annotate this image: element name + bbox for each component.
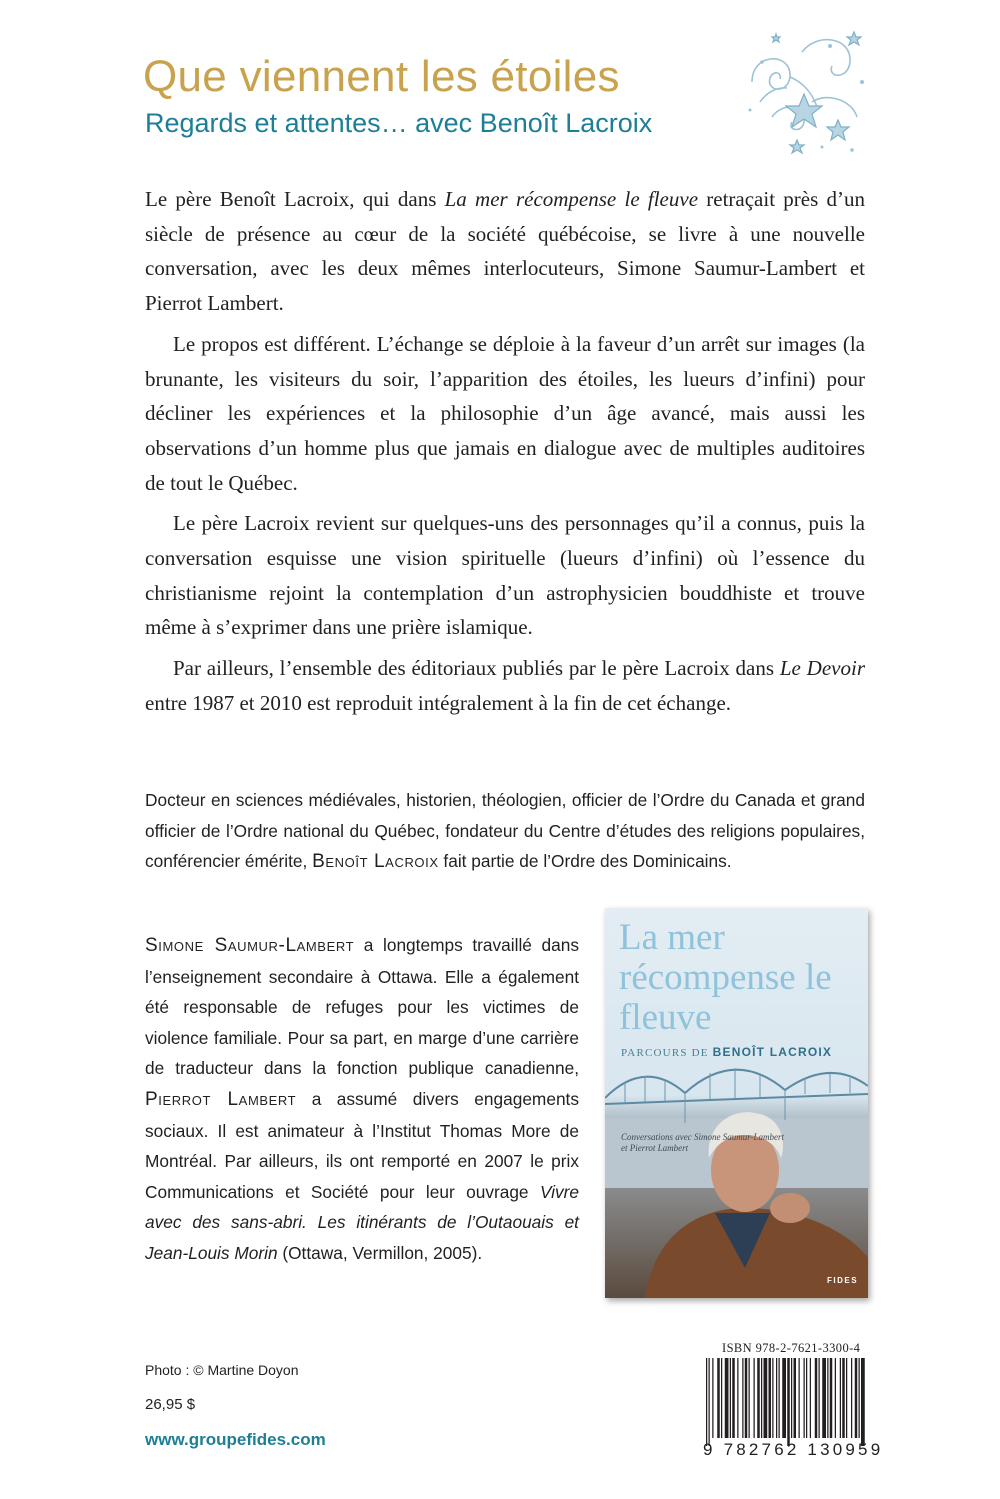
barcode-bar xyxy=(804,1358,805,1438)
barcode-bar xyxy=(835,1358,836,1438)
barcode-bar xyxy=(712,1358,713,1438)
barcode-bar xyxy=(730,1358,731,1438)
barcode-bar xyxy=(810,1358,811,1438)
cover-publisher: FIDES xyxy=(827,1276,859,1285)
barcode-bar xyxy=(819,1358,820,1438)
award-book-title: Vivre avec des sans-abri. Les itinérants de l’Outaouais et Jean-Louis Morin xyxy=(145,1181,579,1263)
barcode-bar xyxy=(742,1358,743,1438)
barcode-bar xyxy=(855,1358,858,1438)
book-title: Que viennent les étoiles xyxy=(143,52,620,101)
description-paragraph-3: Le père Lacroix revient sur quelques-uns des personnages qu’il a connus, puis la conversation esquisse une vision spirituelle (lueurs d’infini) où l’essence du christianisme rejoint la contemplation d’un astrophysicien bouddhiste et trouve même à s’exprimer dans une prière islamique. xyxy=(145,511,865,640)
cover-subtitle: PARCOURS DE BENOÎT LACROIX xyxy=(621,1045,833,1059)
barcode-bar xyxy=(794,1358,797,1438)
barcode-bar xyxy=(815,1358,818,1438)
barcode-bar xyxy=(706,1358,707,1446)
interlocutors-bio: Simone Saumur-Lambert a longtemps travaillé dans l’enseignement secondaire à Ottawa. Elle a également été responsable de refuges pour les victimes de violence familiale. Pour sa part, en marge d’une carrière de traducteur dans la fonction publique canadienne, Pierrot Lambert a assumé divers engagements sociaux. Il est animateur à l’Institut Thomas More de Montréal. Par ailleurs, ils ont remporté en 2007 le prix Communications et Société pour leur ouvrage Vivre avec des sans-abri. Les itinérants de l’Outaouais et Jean-Louis Morin (Ottawa, Vermillon, 2005). xyxy=(145,935,579,1263)
previous-book-cover xyxy=(605,908,868,1298)
newspaper-reference: Le Devoir xyxy=(779,656,865,681)
barcode-bar xyxy=(732,1358,735,1438)
barcode-bar xyxy=(772,1358,773,1438)
barcode-bar xyxy=(779,1358,780,1438)
barcode-bar xyxy=(806,1358,807,1438)
barcode-bar xyxy=(749,1358,750,1438)
description xyxy=(145,182,865,727)
barcode-bar xyxy=(846,1358,847,1438)
stars-ornament-icon xyxy=(742,22,872,162)
author-bio: Docteur en sciences médiévales, historien, théologien, officier de l’Ordre du Canada et grand officier de l’Ordre national du Québec, fondateur du Centre d’études des religions populaires, conférencier émérite, Benoît Lacroix fait partie de l’Ordre des Dominicains. xyxy=(145,790,865,872)
barcode-bar xyxy=(799,1358,800,1438)
barcode-bar xyxy=(842,1358,845,1438)
barcode-bar xyxy=(782,1358,786,1438)
barcode-bar xyxy=(830,1358,833,1438)
description-paragraph-4: Par ailleurs, l’ensemble des éditoriaux publiés par le père Lacroix dans Le Devoir entre 1987 et 2010 est reproduit intégralement à la fin de cet échange. xyxy=(145,656,865,715)
publisher-website[interactable]: www.groupefides.com xyxy=(145,1430,326,1449)
barcode-bar xyxy=(822,1358,826,1438)
cover-title: La mer récompense le fleuve xyxy=(619,917,832,1038)
isbn: ISBN 978-2-7621-3300-4 xyxy=(722,1341,861,1355)
author-name: Benoît Lacroix xyxy=(312,851,439,872)
book-reference: La mer récompense le fleuve xyxy=(444,187,699,211)
barcode-bar xyxy=(827,1358,828,1438)
barcode-bar xyxy=(769,1358,772,1438)
barcode-bar xyxy=(791,1358,792,1438)
barcode-bar xyxy=(717,1358,720,1438)
interlocutor-name-2: Pierrot Lambert xyxy=(145,1088,297,1110)
description-paragraph-2: Le propos est différent. L’échange se déploie à la faveur d’un arrêt sur images (la brunante, les visiteurs du soir, l’apparition des étoiles, les lueurs d’infini) pour décliner les expériences et la philosophie d’un âge avancé, mais aussi les observations d’un homme plus que jamais en dialogue avec de multiples auditoires de tout le Québec. xyxy=(145,331,865,495)
barcode-bar xyxy=(757,1358,760,1438)
cover-conversations: Conversations avec Simone Saumur-Lambert et Pierrot Lambert xyxy=(621,1132,785,1153)
barcode-bar xyxy=(725,1358,729,1438)
barcode-bar xyxy=(761,1358,762,1438)
barcode-digits: 9 782762 130959 xyxy=(703,1440,884,1459)
barcode-icon xyxy=(700,1358,870,1446)
barcode-bar xyxy=(851,1358,852,1438)
barcode-bar xyxy=(754,1358,755,1438)
barcode-bar xyxy=(859,1358,860,1438)
barcode-bar xyxy=(840,1358,841,1438)
barcode-bar xyxy=(861,1358,865,1446)
barcode-bar xyxy=(709,1358,710,1446)
barcode-bar xyxy=(737,1358,738,1438)
barcode-bar xyxy=(764,1358,768,1438)
interlocutor-name-1: Simone Saumur-Lambert xyxy=(145,935,355,956)
barcode-bar xyxy=(787,1358,790,1446)
barcode-bar xyxy=(721,1358,722,1438)
book-subtitle: Regards et attentes… avec Benoît Lacroix xyxy=(145,108,653,138)
barcode-bar xyxy=(745,1358,748,1438)
price: 26,95 $ xyxy=(145,1396,196,1413)
photo-credit: Photo : © Martine Doyon xyxy=(145,1362,299,1378)
barcode-bar xyxy=(776,1358,777,1438)
description-paragraph-1: Le père Benoît Lacroix, qui dans La mer récompense le fleuve retraçait près d’un siècle de présence au cœur de la société québécoise, se livre à une nouvelle conversation, avec les deux mêmes interlocuteurs, Simone Saumur-Lambert et Pierrot Lambert. xyxy=(145,187,865,316)
